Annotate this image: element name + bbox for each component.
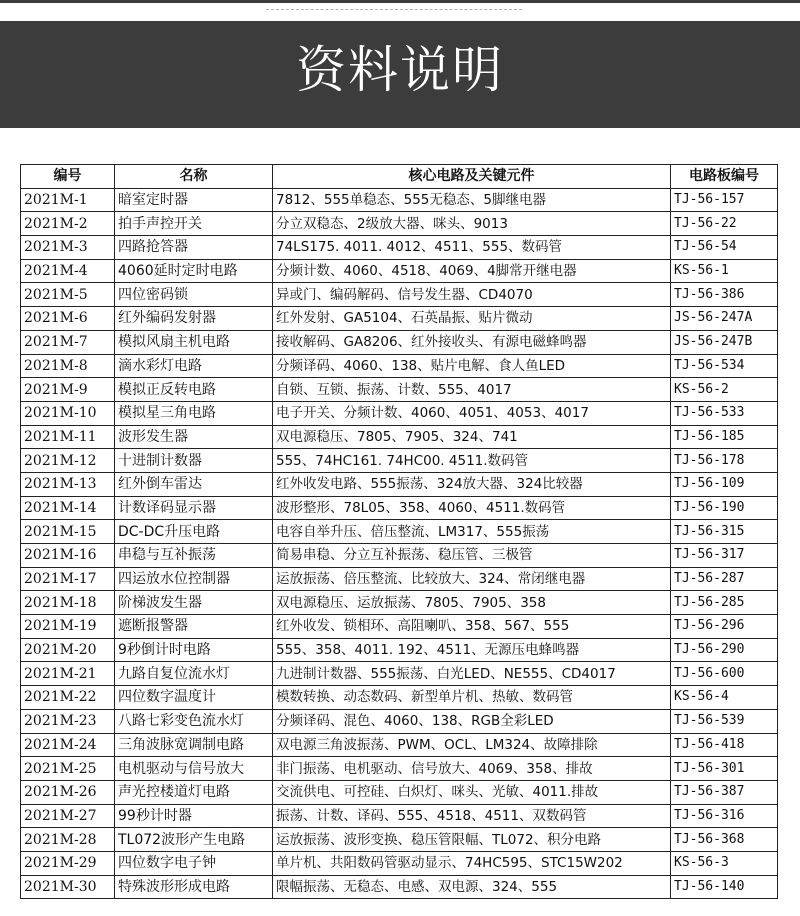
row-components: 电容自举升压、倍压整流、LM317、555振荡 bbox=[273, 520, 671, 544]
row-name: 电机驱动与信号放大 bbox=[115, 757, 273, 781]
row-name: 4060延时定时电路 bbox=[115, 259, 273, 283]
table-row bbox=[21, 757, 778, 781]
row-board: TJ-56-533 bbox=[671, 401, 778, 425]
row-board: TJ-56-418 bbox=[671, 733, 778, 757]
row-components: 单片机、共阳数码管驱动显示、74HC595、STC15W202 bbox=[273, 851, 671, 875]
row-code: 2021M-30 bbox=[21, 875, 115, 899]
table-row bbox=[21, 425, 778, 449]
row-name: 暗室定时器 bbox=[115, 188, 273, 212]
row-name: 9秒倒计时电路 bbox=[115, 638, 273, 662]
row-components: 交流供电、可控硅、白炽灯、咪头、光敏、4011.排故 bbox=[273, 780, 671, 804]
row-components: 分频译码、4060、138、贴片电解、食人鱼LED bbox=[273, 354, 671, 378]
column-header-board: 电路板编号 bbox=[671, 165, 778, 189]
row-code: 2021M-9 bbox=[21, 378, 115, 402]
row-components: 双电源稳压、运放振荡、7805、7905、358 bbox=[273, 591, 671, 615]
circuit-spec-table bbox=[20, 164, 778, 899]
row-components: 九进制计数器、555振荡、白光LED、NE555、CD4017 bbox=[273, 662, 671, 686]
row-board: JS-56-247A bbox=[671, 307, 778, 331]
table-row bbox=[21, 520, 778, 544]
row-board: TJ-56-317 bbox=[671, 544, 778, 568]
table-row bbox=[21, 354, 778, 378]
table-row bbox=[21, 875, 778, 899]
row-components: 双电源稳压、7805、7905、324、741 bbox=[273, 425, 671, 449]
row-code: 2021M-25 bbox=[21, 757, 115, 781]
row-code: 2021M-12 bbox=[21, 449, 115, 473]
table-row bbox=[21, 307, 778, 331]
table-row bbox=[21, 212, 778, 236]
row-components: 运放振荡、波形变换、稳压管限幅、TL072、积分电路 bbox=[273, 828, 671, 852]
row-code: 2021M-14 bbox=[21, 496, 115, 520]
banner-dashed-divider bbox=[266, 9, 522, 11]
table-row bbox=[21, 567, 778, 591]
row-components: 555、74HC161. 74HC00. 4511.数码管 bbox=[273, 449, 671, 473]
table-row bbox=[21, 709, 778, 733]
row-name: 四位密码锁 bbox=[115, 283, 273, 307]
row-code: 2021M-17 bbox=[21, 567, 115, 591]
column-header-name: 名称 bbox=[115, 165, 273, 189]
row-board: TJ-56-315 bbox=[671, 520, 778, 544]
row-name: 串稳与互补振荡 bbox=[115, 544, 273, 568]
table-row bbox=[21, 733, 778, 757]
table-row bbox=[21, 544, 778, 568]
row-components: 波形整形、78L05、358、4060、4511.数码管 bbox=[273, 496, 671, 520]
table-row bbox=[21, 259, 778, 283]
banner-top-strip bbox=[0, 3, 800, 21]
row-name: 模拟星三角电路 bbox=[115, 401, 273, 425]
row-board: TJ-56-285 bbox=[671, 591, 778, 615]
row-components: 非门振荡、电机驱动、信号放大、4069、358、排故 bbox=[273, 757, 671, 781]
table-row bbox=[21, 804, 778, 828]
row-name: 三角波脉宽调制电路 bbox=[115, 733, 273, 757]
row-name: 模拟风扇主机电路 bbox=[115, 330, 273, 354]
row-board: TJ-56-534 bbox=[671, 354, 778, 378]
row-components: 限幅振荡、无稳态、电感、双电源、324、555 bbox=[273, 875, 671, 899]
row-code: 2021M-22 bbox=[21, 686, 115, 710]
row-board: TJ-56-316 bbox=[671, 804, 778, 828]
table-row bbox=[21, 472, 778, 496]
row-components: 红外收发、锁相环、高阻喇叭、358、567、555 bbox=[273, 615, 671, 639]
table-row bbox=[21, 828, 778, 852]
row-board: TJ-56-54 bbox=[671, 236, 778, 260]
row-components: 异或门、编码解码、信号发生器、CD4070 bbox=[273, 283, 671, 307]
row-code: 2021M-24 bbox=[21, 733, 115, 757]
row-code: 2021M-1 bbox=[21, 188, 115, 212]
row-name: 四路抢答器 bbox=[115, 236, 273, 260]
row-components: 振荡、计数、译码、555、4518、4511、双数码管 bbox=[273, 804, 671, 828]
row-name: 八路七彩变色流水灯 bbox=[115, 709, 273, 733]
row-code: 2021M-18 bbox=[21, 591, 115, 615]
row-components: 简易串稳、分立互补振荡、稳压管、三极管 bbox=[273, 544, 671, 568]
row-name: 计数译码显示器 bbox=[115, 496, 273, 520]
row-board: TJ-56-296 bbox=[671, 615, 778, 639]
row-components: 7812、555单稳态、555无稳态、5脚继电器 bbox=[273, 188, 671, 212]
row-board: TJ-56-301 bbox=[671, 757, 778, 781]
row-code: 2021M-5 bbox=[21, 283, 115, 307]
table-row bbox=[21, 188, 778, 212]
table-row bbox=[21, 662, 778, 686]
row-components: 74LS175. 4011. 4012、4511、555、数码管 bbox=[273, 236, 671, 260]
row-code: 2021M-10 bbox=[21, 401, 115, 425]
row-name: TL072波形产生电路 bbox=[115, 828, 273, 852]
row-name: 波形发生器 bbox=[115, 425, 273, 449]
row-components: 分频译码、混色、4060、138、RGB全彩LED bbox=[273, 709, 671, 733]
table-row bbox=[21, 638, 778, 662]
row-board: TJ-56-190 bbox=[671, 496, 778, 520]
table-row bbox=[21, 615, 778, 639]
row-name: 模拟正反转电路 bbox=[115, 378, 273, 402]
row-board: TJ-56-185 bbox=[671, 425, 778, 449]
row-name: 遮断报警器 bbox=[115, 615, 273, 639]
row-components: 555、358、4011. 192、4511、无源压电蜂鸣器 bbox=[273, 638, 671, 662]
row-code: 2021M-23 bbox=[21, 709, 115, 733]
row-board: KS-56-1 bbox=[671, 259, 778, 283]
row-board: JS-56-247B bbox=[671, 330, 778, 354]
row-name: 滴水彩灯电路 bbox=[115, 354, 273, 378]
row-code: 2021M-20 bbox=[21, 638, 115, 662]
row-name: 声光控楼道灯电路 bbox=[115, 780, 273, 804]
table-row bbox=[21, 686, 778, 710]
row-components: 运放振荡、倍压整流、比较放大、324、常闭继电器 bbox=[273, 567, 671, 591]
row-name: 四位数字电子钟 bbox=[115, 851, 273, 875]
row-name: 拍手声控开关 bbox=[115, 212, 273, 236]
row-board: TJ-56-386 bbox=[671, 283, 778, 307]
row-code: 2021M-3 bbox=[21, 236, 115, 260]
row-name: 红外倒车雷达 bbox=[115, 472, 273, 496]
row-name: DC-DC升压电路 bbox=[115, 520, 273, 544]
row-code: 2021M-21 bbox=[21, 662, 115, 686]
row-components: 自锁、互锁、振荡、计数、555、4017 bbox=[273, 378, 671, 402]
row-components: 分频计数、4060、4518、4069、4脚常开继电器 bbox=[273, 259, 671, 283]
row-code: 2021M-19 bbox=[21, 615, 115, 639]
page-title: 资料说明 bbox=[296, 41, 504, 99]
row-components: 接收解码、GA8206、红外接收头、有源电磁蜂鸣器 bbox=[273, 330, 671, 354]
row-components: 电子开关、分频计数、4060、4051、4053、4017 bbox=[273, 401, 671, 425]
table-row bbox=[21, 401, 778, 425]
row-code: 2021M-15 bbox=[21, 520, 115, 544]
table-row bbox=[21, 449, 778, 473]
row-code: 2021M-26 bbox=[21, 780, 115, 804]
row-components: 红外收发电路、555振荡、324放大器、324比较器 bbox=[273, 472, 671, 496]
row-board: KS-56-4 bbox=[671, 686, 778, 710]
row-name: 99秒计时器 bbox=[115, 804, 273, 828]
table-header-row bbox=[21, 165, 778, 189]
table-row bbox=[21, 283, 778, 307]
row-code: 2021M-28 bbox=[21, 828, 115, 852]
row-code: 2021M-6 bbox=[21, 307, 115, 331]
row-board: TJ-56-22 bbox=[671, 212, 778, 236]
row-name: 九路自复位流水灯 bbox=[115, 662, 273, 686]
table-row bbox=[21, 378, 778, 402]
row-code: 2021M-11 bbox=[21, 425, 115, 449]
row-board: TJ-56-287 bbox=[671, 567, 778, 591]
row-code: 2021M-2 bbox=[21, 212, 115, 236]
table-row bbox=[21, 236, 778, 260]
table-row bbox=[21, 591, 778, 615]
column-header-code: 编号 bbox=[21, 165, 115, 189]
row-components: 模数转换、动态数码、新型单片机、热敏、数码管 bbox=[273, 686, 671, 710]
row-name: 四位数字温度计 bbox=[115, 686, 273, 710]
row-name: 红外编码发射器 bbox=[115, 307, 273, 331]
row-code: 2021M-7 bbox=[21, 330, 115, 354]
row-board: TJ-56-539 bbox=[671, 709, 778, 733]
spacer bbox=[0, 128, 800, 164]
row-components: 双电源三角波振荡、PWM、OCL、LM324、故障排除 bbox=[273, 733, 671, 757]
row-board: TJ-56-600 bbox=[671, 662, 778, 686]
row-code: 2021M-13 bbox=[21, 472, 115, 496]
row-board: TJ-56-387 bbox=[671, 780, 778, 804]
row-name: 特殊波形形成电路 bbox=[115, 875, 273, 899]
row-name: 四运放水位控制器 bbox=[115, 567, 273, 591]
row-components: 分立双稳态、2级放大器、咪头、9013 bbox=[273, 212, 671, 236]
row-board: KS-56-2 bbox=[671, 378, 778, 402]
row-components: 红外发射、GA5104、石英晶振、贴片微动 bbox=[273, 307, 671, 331]
table-row bbox=[21, 496, 778, 520]
row-board: KS-56-3 bbox=[671, 851, 778, 875]
row-board: TJ-56-109 bbox=[671, 472, 778, 496]
row-code: 2021M-4 bbox=[21, 259, 115, 283]
row-code: 2021M-16 bbox=[21, 544, 115, 568]
table-row bbox=[21, 851, 778, 875]
table-row bbox=[21, 330, 778, 354]
row-code: 2021M-8 bbox=[21, 354, 115, 378]
row-board: TJ-56-157 bbox=[671, 188, 778, 212]
row-board: TJ-56-140 bbox=[671, 875, 778, 899]
row-board: TJ-56-368 bbox=[671, 828, 778, 852]
table-row bbox=[21, 780, 778, 804]
column-header-components: 核心电路及关键元件 bbox=[273, 165, 671, 189]
row-board: TJ-56-290 bbox=[671, 638, 778, 662]
row-code: 2021M-27 bbox=[21, 804, 115, 828]
row-board: TJ-56-178 bbox=[671, 449, 778, 473]
row-code: 2021M-29 bbox=[21, 851, 115, 875]
row-name: 阶梯波发生器 bbox=[115, 591, 273, 615]
header-banner bbox=[0, 0, 800, 128]
row-name: 十进制计数器 bbox=[115, 449, 273, 473]
